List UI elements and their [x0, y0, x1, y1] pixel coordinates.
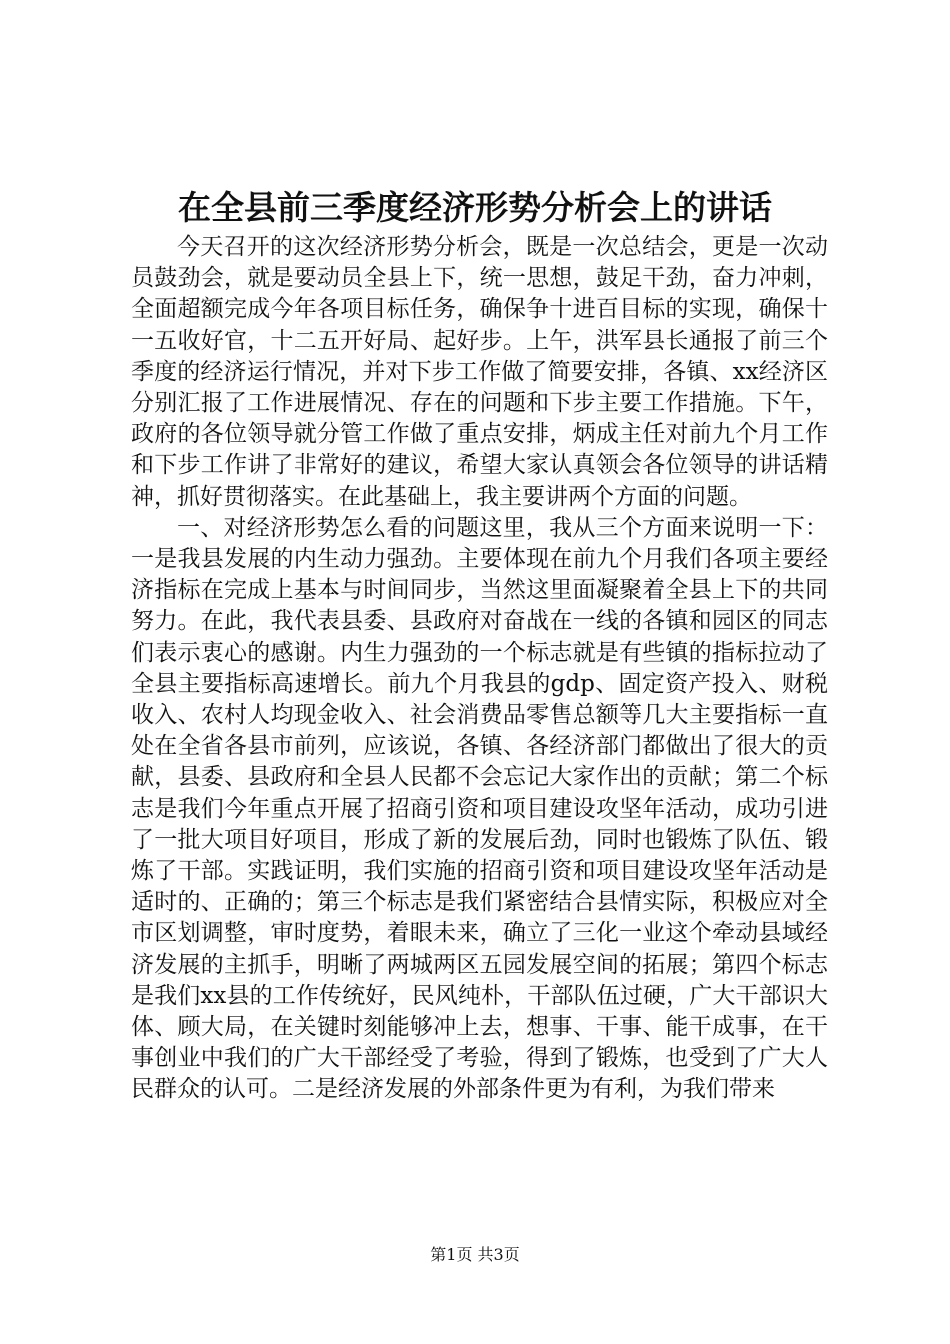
document-title: 在全县前三季度经济形势分析会上的讲话 — [178, 188, 772, 227]
paragraph-intro: 今天召开的这次经济形势分析会，既是一次总结会，更是一次动员鼓劲会，就是要动员全县上下，统一思想，鼓足干劲，奋力冲刺，全面超额完成今年各项目标任务，确保争十进百目标的实现，确保十一五收好官，十二五开好局、起好步。上午，洪军县长通报了前三个季度的经济运行情况，并对下步工作做了简要安排，各镇、xx经济区分别汇报了工作进展情况、存在的问题和下步主要工作措施。下午，政府的各位领导就分管工作做了重点安排，炳成主任对前九个月工作和下步工作讲了非常好的建议，希望大家认真领会各位领导的讲话精神，抓好贯彻落实。在此基础上，我主要讲两个方面的问题。 — [131, 234, 828, 510]
paragraph-economic-situation: 一、对经济形势怎么看的问题这里，我从三个方面来说明一下：一是我县发展的内生动力强劲。主要体现在前九个月我们各项主要经济指标在完成上基本与时间同步，当然这里面凝聚着全县上下的共同努力。在此，我代表县委、县政府对奋战在一线的各镇和园区的同志们表示衷心的感谢。内生力强劲的一个标志就是有些镇的指标拉动了全县主要指标高速增长。前九个月我县的gdp、固定资产投入、财税收入、农村人均现金收入、社会消费品零售总额等几大主要指标一直处在全省各县市前列，应该说，各镇、各经济部门都做出了很大的贡献，县委、县政府和全县人民都不会忘记大家作出的贡献；第二个标志是我们今年重点开展了招商引资和项目建设攻坚年活动，成功引进了一批大项目好项目，形成了新的发展后劲，同时也锻炼了队伍、锻炼了干部。实践证明，我们实施的招商引资和项目建设攻坚年活动是适时的、正确的；第三个标志是我们紧密结合县情实际，积极应对全市区划调整，审时度势，着眼未来，确立了三化一业这个牵动县域经济发展的主抓手，明晰了两城两区五园发展空间的拓展；第四个标志是我们xx县的工作传统好，民风纯朴，干部队伍过硬，广大干部识大体、顾大局，在关键时刻能够冲上去，想事、干事、能干成事，在干事创业中我们的广大干部经受了考验，得到了锻炼，也受到了广大人民群众的认可。二是经济发展的外部条件更为有利，为我们带来 — [131, 514, 828, 1103]
page-number-footer: 第1页 共3页 — [430, 1245, 520, 1264]
document-body — [131, 232, 828, 1106]
